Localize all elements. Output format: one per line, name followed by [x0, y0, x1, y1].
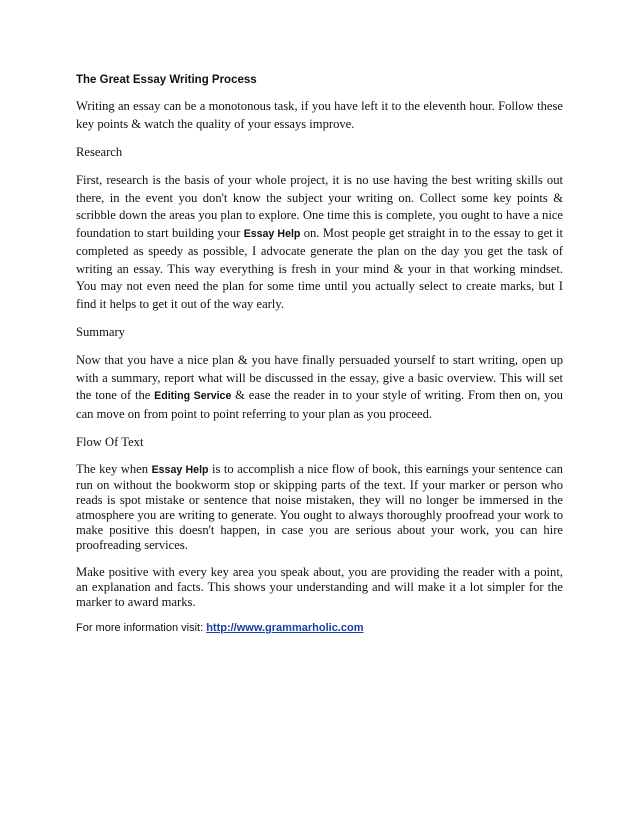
editing-service-link[interactable]: Editing Service: [154, 390, 232, 402]
footer-line: [76, 622, 563, 634]
flow-text-1: The key when: [76, 462, 152, 476]
research-text-1: First, research is the basis of your whole project, it is no use having the best writing skills out there, in the event you don't know the subject your writing on. Collect some key points & scribble down the areas you plan to explore. One time this is complete, you ought to have a nice foundation to start building your: [76, 173, 563, 240]
footer-label: For more information visit:: [76, 622, 207, 634]
essay-help-link-2[interactable]: Essay Help: [151, 464, 209, 476]
intro-paragraph: Writing an essay can be a monotonous task, if you have left it to the eleventh hour. Follow these key points & watch the quality of your essays improve.: [76, 99, 563, 131]
document-title: The Great Essay Writing Process: [76, 74, 257, 86]
flow-heading: Flow Of Text: [76, 435, 144, 449]
summary-paragraph: [76, 352, 563, 423]
summary-text-1: Now that you have a nice plan & you have finally persuaded yourself to start writing, open up with a summary, report what will be discussed in the essay, give a basic overview. This will set the tone of the: [76, 353, 563, 402]
research-text-2: on. Most people get straight in to the essay to get it completed as speedy as possible, I advocate generate the plan on the day you get the task of writing an essay. This way everything is fresh in your mind & your in that working mindset. You may not even need the plan for some time until you actually select to create marks, but I find it helps to get it out of the way early.: [76, 225, 563, 311]
research-paragraph: [76, 172, 563, 313]
research-heading: Research: [76, 145, 123, 159]
document-body: [76, 74, 563, 634]
closing-paragraph: Make positive with every key area you speak about, you are providing the reader with a point, an explanation and facts. This shows your understanding and will make it a lot simpler for the marker to award marks.: [76, 565, 563, 609]
flow-text-2: is to accomplish a nice flow of book, this earnings your sentence can run on without the bookworm stop or skipping parts of the text. If your marker or person who reads is spot mistake or sentence that noise mistaken, they will no longer be immersed in the atmosphere you are writing to generate. You ought to always thoroughly proofread your work to make positive this doesn't happen, in case you are serious about your work, you can hire proofreading services.: [76, 462, 563, 552]
essay-help-link[interactable]: Essay Help: [243, 227, 301, 240]
summary-heading: Summary: [76, 325, 125, 339]
summary-text-2: & ease the reader in to your style of writing. From then on, you can move on from point to point referring to your plan as you proceed.: [76, 388, 563, 421]
footer-link[interactable]: http://www.grammarholic.com: [206, 622, 364, 634]
flow-paragraph: [76, 462, 563, 553]
